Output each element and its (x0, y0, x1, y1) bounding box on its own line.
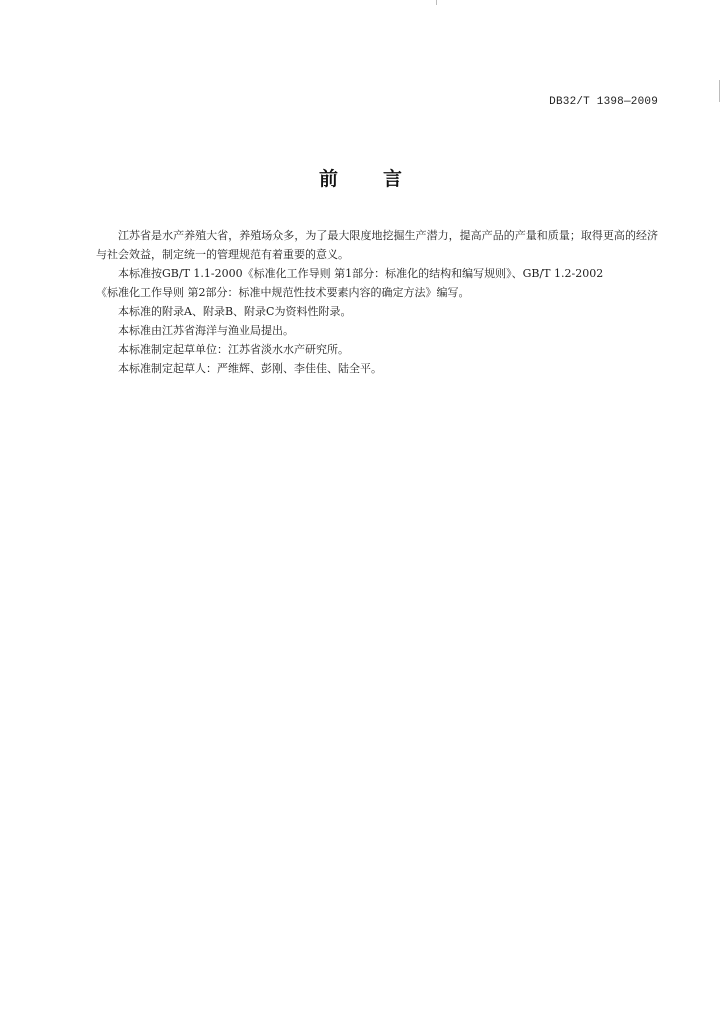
paragraph-appendices: 本标准的附录A、附录B、附录C为资料性附录。 (118, 305, 352, 318)
page-title (0, 164, 724, 191)
scan-mark-top (436, 0, 437, 5)
title-char-2: 言 (383, 168, 406, 190)
paragraph-proposer: 本标准由江苏省海洋与渔业局提出。 (118, 324, 294, 337)
paragraph-drafting-rules-cont: 《标准化工作导则 第2部分：标准中规范性技术要素内容的确定方法》编写。 (96, 286, 470, 299)
foreword-body (96, 226, 658, 378)
standard-code: DB32/T 1398—2009 (549, 96, 658, 108)
paragraph-drafters: 本标准制定起草人：严维辉、彭刚、李佳佳、陆全平。 (118, 362, 382, 375)
paragraph-intro: 江苏省是水产养殖大省，养殖场众多，为了最大限度地挖掘生产潜力，提高产品的产量和质量；取得更高的经济与社会效益，制定统一的管理规范有着重要的意义。 (96, 229, 658, 261)
scan-mark-right (719, 80, 720, 102)
paragraph-drafting-unit: 本标准制定起草单位：江苏省淡水水产研究所。 (118, 343, 349, 356)
paragraph-drafting-rules: 本标准按GB/T 1.1-2000《标准化工作导则 第1部分：标准化的结构和编写规则》、GB/T 1.2-2002 (118, 267, 604, 280)
title-char-1: 前 (318, 168, 341, 190)
